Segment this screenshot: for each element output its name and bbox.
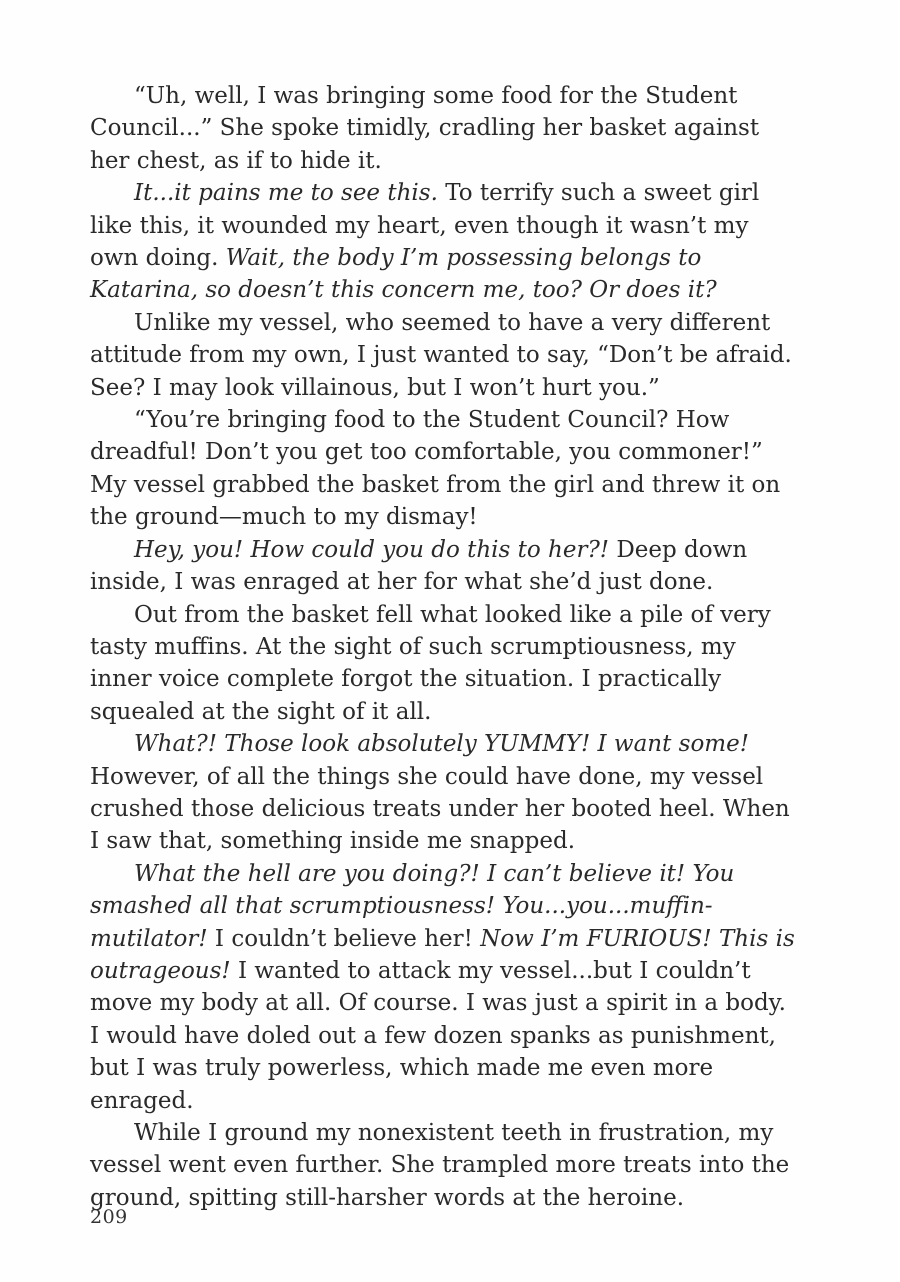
text-segment: I couldn’t believe her! xyxy=(207,925,481,952)
paragraph xyxy=(90,858,802,1117)
italic-thought: It...it pains me to see this. xyxy=(134,180,438,207)
text-segment: To terrify such a sweet girl like this, it wounded my heart, even though it wasn’t my own doing. xyxy=(90,180,760,272)
paragraph xyxy=(90,599,802,729)
italic-thought: Now I’m FURIOUS! This is outrageous! xyxy=(90,925,795,984)
paragraph xyxy=(90,177,802,307)
text-segment: I wanted to attack my vessel...but I couldn’t move my body at all. Of course. I was just a spirit in a body. I would have doled out a few dozen spanks as punishment, but I was truly powerless, which made me even more enraged. xyxy=(90,957,786,1114)
body-text xyxy=(90,80,802,1214)
text-segment: Deep down inside, I was enraged at her for what she’d just done. xyxy=(90,536,748,596)
page-number: 209 xyxy=(90,1206,128,1228)
italic-thought: Hey, you! How could you do this to her?! xyxy=(134,536,610,563)
text-segment: “Uh, well, I was bringing some food for the Student Council...” She spoke timidly, cradling her basket against her chest, as if to hide it. xyxy=(90,83,760,174)
italic-thought: Wait, the body I’m possessing belongs to Katarina, so doesn’t this concern me, too? Or does it? xyxy=(90,245,717,304)
text-segment: Out from the basket fell what looked like a pile of very tasty muffins. At the sight of such scrumptiousness, my inner voice complete forgot the situation. I practically squealed at the sight of it all. xyxy=(90,601,771,725)
paragraph xyxy=(90,728,802,858)
text-segment: Unlike my vessel, who seemed to have a very different attitude from my own, I just wanted to say, “Don’t be afraid. See? I may look villainous, but I won’t hurt you.” xyxy=(90,309,792,401)
text-segment: “You’re bringing food to the Student Council? How dreadful! Don’t you get too comfortable, you commoner!” My vessel grabbed the basket from the girl and threw it on the ground—much to my dismay! xyxy=(90,407,781,531)
paragraph xyxy=(90,1117,802,1214)
text-segment: While I ground my nonexistent teeth in frustration, my vessel went even further. She trampled more treats into the ground, spitting still-harsher words at the heroine. xyxy=(90,1120,790,1211)
paragraph xyxy=(90,404,802,534)
text-segment: However, of all the things she could have done, my vessel crushed those delicious treats under her booted heel. When I saw that, something inside me snapped. xyxy=(90,763,790,855)
italic-thought: What the hell are you doing?! I can’t believe it! You smashed all that scrumptiousness! You...you...muffin-mutilator! xyxy=(90,860,735,952)
paragraph xyxy=(90,534,802,599)
paragraph xyxy=(90,307,802,404)
paragraph xyxy=(90,80,802,177)
italic-thought: What?! Those look absolutely YUMMY! I want some! xyxy=(134,731,749,758)
